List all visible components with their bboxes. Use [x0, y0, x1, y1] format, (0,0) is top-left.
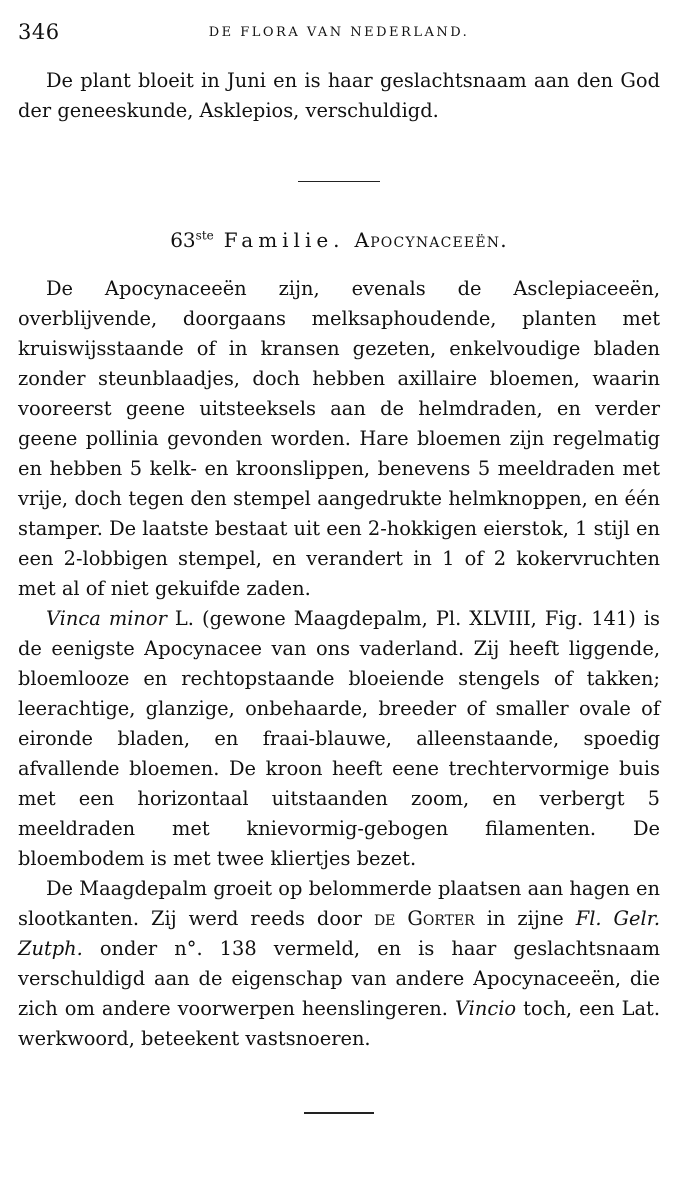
family-name: Apocynaceeën.: [354, 228, 508, 252]
page-header: [18, 20, 660, 46]
habitat-text-4: toch, een Lat. werkwoord, beteekent vastsnoeren.: [18, 997, 660, 1050]
description-paragraph: De Apocynaceeën zijn, evenals de Asclepiaceeën, overblijvende, doorgaans melksaphoudende, planten met kruiswijsstaande of in kransen gezeten, enkelvoudige bladen zonder steunblaadjes, doch hebben axillaire bloemen, waarin vooreerst geene uitsteeksels aan de helmdraden, en verder geene pollinia gevonden worden. Hare bloemen zijn regelmatig en hebben 5 kelk- en kroonslippen, benevens 5 meeldraden met vrije, doch tegen den stempel aangedrukte helmknoppen, en één stamper. De laatste bestaat uit een 2-hokkigen eierstok, 1 stijl en een 2-lobbigen stempel, en verandert in 1 of 2 kokervruchten met al of niet gekuifde zaden.: [18, 277, 660, 600]
habitat-text-1: De Maagdepalm groeit op belommerde plaatsen aan hagen en slootkanten. Zij werd reeds door: [18, 877, 660, 930]
section-divider: [298, 181, 380, 182]
habitat-paragraph: [18, 874, 660, 1054]
work-title: Fl. Gelr. Zutph.: [18, 907, 660, 960]
latin-word: Vincio: [455, 997, 517, 1020]
family-number: 63: [170, 228, 196, 252]
intro-paragraph: De plant bloeit in Juni en is haar geslachtsnaam aan den God der geneeskunde, Asklepios, verschuldigd.: [18, 69, 660, 122]
species-paragraph: [18, 604, 660, 874]
running-head: DE FLORA VAN NEDERLAND.: [208, 25, 470, 40]
habitat-text-3: onder n°. 138 vermeld, en is haar geslachtsnaam verschuldigd aan de eigenschap van andere Apocynaceeën, die zich om andere voorwerpen heenslingeren.: [18, 937, 660, 1020]
family-ordinal-suffix: ste: [195, 228, 214, 243]
author-name: de Gorter: [373, 907, 475, 930]
family-heading: [18, 228, 660, 252]
species-text: L. (gewone Maagdepalm, Pl. XLVIII, Fig. 141) is de eenigste Apocynacee van ons vaderland. Zij heeft liggende, bloemlooze en rechtopstaande bloeiende stengels of takken; leerachtige, glanzige, onbehaarde, breeder of smaller ovale of eironde bladen, en fraai-blauwe, alleenstaande, spoedig afvallende bloemen. De kroon heeft eene trechtervormige buis met een horizontaal uitstaanden zoom, en verbergt 5 meeldraden met knievormig-gebogen filamenten. De bloembodem is met twee kliertjes bezet.: [18, 607, 660, 870]
family-word: Familie.: [223, 228, 345, 252]
page-number: 346: [18, 20, 60, 44]
page-body: [18, 66, 660, 1114]
end-divider: [304, 1112, 374, 1114]
habitat-text-2: in zijne: [474, 907, 576, 930]
species-name: Vinca minor: [46, 607, 167, 630]
